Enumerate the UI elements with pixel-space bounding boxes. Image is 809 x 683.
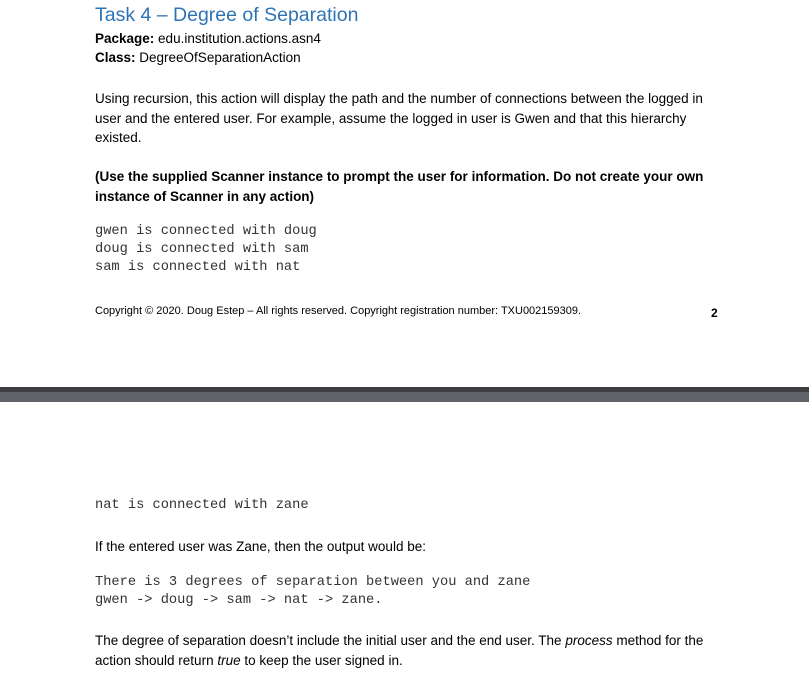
intro-paragraph: Using recursion, this action will display the path and the number of connections between the logged in user and the entered user. For example, assume the logged in user is Gwen and that this hierarchy existed. — [95, 91, 703, 145]
class-value: DegreeOfSeparationAction — [135, 50, 301, 65]
class-label: Class: — [95, 50, 136, 65]
process-term: process — [565, 633, 613, 648]
page-number: 2 — [711, 306, 718, 320]
code-line-4: nat is connected with zane — [95, 498, 309, 513]
package-value: edu.institution.actions.asn4 — [154, 31, 321, 46]
closing-text-3: to keep the user signed in. — [240, 652, 403, 668]
package-label: Package: — [95, 31, 155, 46]
scanner-note: (Use the supplied Scanner instance to prompt the user for information. Do not create your own instance of Scanner in any action) — [95, 169, 704, 204]
closing-text-2: method for the action should return — [95, 633, 704, 668]
task-title: Task 4 – Degree of Separation — [95, 4, 359, 26]
code-line-2: doug is connected with sam — [95, 242, 309, 257]
page-break-divider — [0, 387, 809, 402]
code-line-3: sam is connected with nat — [95, 260, 301, 275]
output-line-2: gwen -> doug -> sam -> nat -> zane. — [95, 593, 383, 608]
output-intro: If the entered user was Zane, then the output would be: — [95, 539, 426, 554]
class-line — [95, 50, 301, 65]
output-line-1: There is 3 degrees of separation between you and zane — [95, 575, 531, 590]
code-line-1: gwen is connected with doug — [95, 224, 317, 239]
closing-text-1: The degree of separation doesn’t include the initial user and the end user. The — [95, 633, 566, 648]
true-term: true — [217, 652, 241, 668]
closing-paragraph — [95, 631, 725, 670]
copyright-footer: Copyright © 2020. Doug Estep – All rights reserved. Copyright registration number: TXU002159309. — [95, 305, 582, 317]
document-page-bottom — [0, 402, 809, 683]
package-line — [95, 31, 321, 46]
